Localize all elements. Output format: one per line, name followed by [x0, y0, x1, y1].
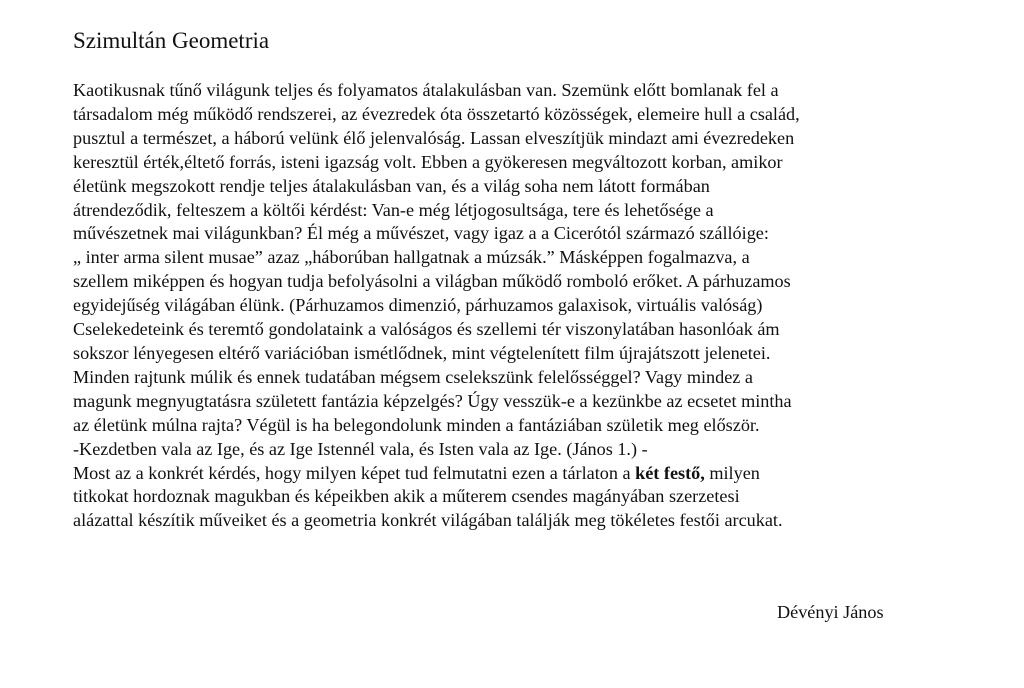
- body-line: művészetnek mai világunkban? Él még a művészet, vagy igaz a a Cicerótól származó szállóige:: [73, 223, 769, 244]
- body-text-segment: Most az a konkrét kérdés, hogy milyen képet tud felmutatni ezen a tárlaton a: [73, 462, 636, 483]
- body-line: átrendeződik, felteszem a költői kérdést: Van-e még létjogosultsága, tere és lehetősége a: [73, 199, 714, 220]
- emphasis-text: két festő,: [635, 462, 705, 483]
- body-line: titkokat hordoznak magukban és képeikben akik a műterem csendes magányában szerzetesi: [73, 486, 740, 507]
- body-line: alázattal készítik műveiket és a geometria konkrét világában találják meg tökéletes festői arcukat.: [73, 510, 783, 531]
- document-body: [73, 79, 973, 533]
- body-line: Kaotikusnak tűnő világunk teljes és folyamatos átalakulásban van. Szemünk előtt bomlanak fel a: [73, 80, 779, 100]
- body-text-segment: milyen: [704, 462, 760, 483]
- body-line: „ inter arma silent musae” azaz „háborúban hallgatnak a múzsák.” Másképpen fogalmazva, a: [73, 247, 750, 268]
- body-line: az életünk múlna rajta? Végül is ha belegondolunk minden a fantáziában születik meg először.: [73, 414, 760, 435]
- document-title: Szimultán Geometria: [73, 28, 270, 53]
- body-line: életünk megszokott rendje teljes átalakulásban van, és a világ soha nem látott formában: [73, 175, 710, 196]
- body-line: magunk megnyugtatásra született fantázia képzelgés? Úgy vesszük-e a kezünkbe az ecsetet mintha: [73, 390, 792, 411]
- body-line: társadalom még működő rendszerei, az évezredek óta összetartó közösségek, elemeire hull a család,: [73, 103, 800, 124]
- body-line-with-emphasis: [73, 462, 973, 486]
- author-signature: Dévényi János: [777, 602, 884, 622]
- body-line: egyidejűség világában élünk. (Párhuzamos dimenzió, párhuzamos galaxisok, virtuális valóság): [73, 295, 763, 316]
- body-line: pusztul a természet, a háború velünk élő jelenvalóság. Lassan elveszítjük mindazt ami évezredeken: [73, 127, 795, 148]
- body-line: Minden rajtunk múlik és ennek tudatában mégsem cselekszünk felelősséggel? Vagy mindez a: [73, 366, 753, 387]
- body-line: szellem miképpen és hogyan tudja befolyásolni a világban működő romboló erőket. A párhuzamos: [73, 271, 791, 292]
- body-line: sokszor lényegesen eltérő variációban ismétlődnek, mint végtelenített film újrajátszott jelenetei.: [73, 342, 771, 363]
- body-line: keresztül érték,éltető forrás, isteni igazság volt. Ebben a gyökeresen megváltozott korban, amikor: [73, 151, 783, 172]
- bible-quote-line: -Kezdetben vala az Ige, és az Ige Istennél vala, és Isten vala az Ige. (János 1.) -: [73, 438, 648, 459]
- body-line: Cselekedeteink és teremtő gondolataink a valóságos és szellemi tér viszonylatában hasonlóak ám: [73, 319, 780, 340]
